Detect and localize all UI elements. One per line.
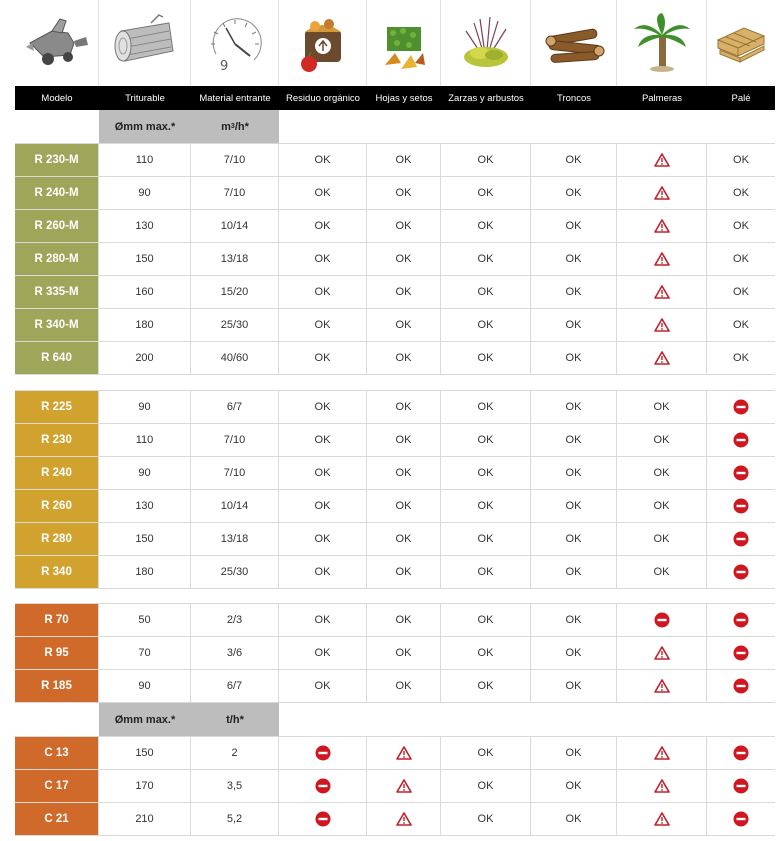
no-entry-icon	[733, 678, 749, 694]
hojas-y-setos-cell: OK	[367, 637, 441, 669]
material-entrante-cell: 7/10	[191, 144, 279, 176]
troncos-cell: OK	[531, 770, 617, 802]
warning-icon	[654, 285, 670, 299]
palmeras-cell: OK	[617, 490, 707, 522]
troncos-cell: OK	[531, 670, 617, 702]
model-name-cell: R 230-M	[15, 144, 99, 176]
hedge-leaves-icon	[367, 0, 441, 86]
triturable-cell: 150	[99, 243, 191, 275]
residuo-organico-cell: OK	[279, 637, 367, 669]
zarzas-y-arbustos-cell: OK	[441, 457, 531, 489]
palmeras-cell: OK	[617, 424, 707, 456]
residuo-organico-cell: OK	[279, 342, 367, 374]
model-name-cell: R 230	[15, 424, 99, 456]
column-header-residuo-organico: Residuo orgánico	[286, 92, 360, 104]
troncos-cell: OK	[531, 523, 617, 555]
model-name-cell: C 17	[15, 770, 99, 802]
warning-icon	[654, 351, 670, 365]
table-row	[15, 637, 775, 670]
palmeras-cell: OK	[617, 457, 707, 489]
pale-cell	[707, 637, 775, 669]
palmeras-cell	[617, 670, 707, 702]
triturable-cell: 90	[99, 177, 191, 209]
triturable-cell: 110	[99, 144, 191, 176]
pale-cell: OK	[733, 286, 749, 298]
triturable-cell: 150	[99, 737, 191, 769]
warning-icon	[654, 646, 670, 660]
material-entrante-cell: 10/14	[191, 210, 279, 242]
troncos-cell: OK	[531, 210, 617, 242]
hojas-y-setos-cell: OK	[367, 177, 441, 209]
material-entrante-cell: 15/20	[191, 276, 279, 308]
no-entry-icon	[733, 645, 749, 661]
triturable-cell: 90	[99, 457, 191, 489]
pale-cell	[707, 770, 775, 802]
palm-tree-icon	[617, 0, 707, 86]
triturable-cell: 70	[99, 637, 191, 669]
table-row	[15, 424, 775, 457]
warning-icon	[654, 318, 670, 332]
zarzas-y-arbustos-cell: OK	[441, 177, 531, 209]
triturable-cell: 150	[99, 523, 191, 555]
no-entry-icon	[654, 612, 670, 628]
no-entry-icon	[733, 612, 749, 628]
residuo-organico-cell: OK	[279, 457, 367, 489]
troncos-cell: OK	[531, 637, 617, 669]
residuo-organico-cell	[279, 737, 367, 769]
table-row	[15, 670, 775, 703]
residuo-organico-cell: OK	[279, 309, 367, 341]
model-name-cell: R 70	[15, 604, 99, 636]
pale-cell: OK	[733, 187, 749, 199]
column-header-palmeras: Palmeras	[641, 92, 683, 104]
residuo-organico-cell: OK	[279, 490, 367, 522]
hojas-y-setos-cell: OK	[367, 523, 441, 555]
pale-cell	[707, 391, 775, 423]
troncos-cell: OK	[531, 243, 617, 275]
table-row	[15, 144, 775, 177]
triturable-cell: 110	[99, 424, 191, 456]
triturable-cell: 160	[99, 276, 191, 308]
troncos-cell: OK	[531, 391, 617, 423]
palmeras-cell: OK	[617, 391, 707, 423]
material-entrante-cell: 25/30	[191, 556, 279, 588]
unit-material-sup: 3	[230, 123, 235, 130]
residuo-organico-cell: OK	[279, 556, 367, 588]
triturable-cell: 170	[99, 770, 191, 802]
zarzas-y-arbustos-cell: OK	[441, 803, 531, 835]
warning-icon	[396, 779, 412, 793]
troncos-cell: OK	[531, 490, 617, 522]
table-row	[15, 276, 775, 309]
no-entry-icon	[315, 811, 331, 827]
no-entry-icon	[733, 399, 749, 415]
table-row	[15, 737, 775, 770]
no-entry-icon	[733, 531, 749, 547]
triturable-cell: 90	[99, 670, 191, 702]
triturable-cell: 200	[99, 342, 191, 374]
palmeras-cell	[617, 737, 707, 769]
unit-material-entrante	[191, 110, 279, 143]
material-entrante-cell: 7/10	[191, 457, 279, 489]
pale-cell	[707, 737, 775, 769]
units-row-top	[15, 110, 279, 143]
hojas-y-setos-cell: OK	[367, 144, 441, 176]
warning-icon	[396, 746, 412, 760]
table-row	[15, 490, 775, 523]
model-name-cell: R 340	[15, 556, 99, 588]
pale-cell: OK	[733, 253, 749, 265]
troncos-cell: OK	[531, 737, 617, 769]
zarzas-y-arbustos-cell: OK	[441, 737, 531, 769]
hojas-y-setos-cell: OK	[367, 243, 441, 275]
troncos-cell: OK	[531, 276, 617, 308]
material-entrante-cell: 7/10	[191, 177, 279, 209]
no-entry-icon	[733, 745, 749, 761]
model-group	[15, 390, 775, 589]
residuo-organico-cell: OK	[279, 670, 367, 702]
warning-icon	[654, 812, 670, 826]
column-header-zarzas-y-arbustos: Zarzas y arbustos	[448, 92, 524, 104]
warning-icon	[396, 812, 412, 826]
troncos-cell: OK	[531, 342, 617, 374]
hojas-y-setos-cell	[367, 803, 441, 835]
zarzas-y-arbustos-cell: OK	[441, 770, 531, 802]
material-entrante-cell: 2	[191, 737, 279, 769]
palmeras-cell	[617, 309, 707, 341]
troncos-cell: OK	[531, 177, 617, 209]
material-entrante-cell: 13/18	[191, 243, 279, 275]
palmeras-cell: OK	[617, 556, 707, 588]
warning-icon	[654, 186, 670, 200]
model-name-cell: R 260-M	[15, 210, 99, 242]
no-entry-icon	[733, 811, 749, 827]
units-spacer	[15, 110, 99, 143]
zarzas-y-arbustos-cell: OK	[441, 210, 531, 242]
table-row	[15, 803, 775, 836]
pale-cell	[707, 670, 775, 702]
table-row	[15, 177, 775, 210]
column-header-troncos: Troncos	[557, 92, 591, 104]
column-header-modelo: Modelo	[41, 92, 73, 104]
model-name-cell: R 240	[15, 457, 99, 489]
model-group	[15, 736, 775, 836]
pale-cell: OK	[733, 220, 749, 232]
unit-material-tail: /h*	[234, 120, 249, 133]
zarzas-y-arbustos-cell: OK	[441, 309, 531, 341]
pallet-icon	[707, 0, 775, 86]
warning-icon	[654, 219, 670, 233]
hojas-y-setos-cell: OK	[367, 391, 441, 423]
palmeras-cell	[617, 144, 707, 176]
troncos-cell: OK	[531, 144, 617, 176]
model-name-cell: R 340-M	[15, 309, 99, 341]
column-header-material-entrante: Material entrante	[199, 92, 271, 104]
triturable-cell: 180	[99, 309, 191, 341]
model-group	[15, 143, 775, 375]
zarzas-y-arbustos-cell: OK	[441, 604, 531, 636]
hojas-y-setos-cell	[367, 737, 441, 769]
model-name-cell: R 95	[15, 637, 99, 669]
zarzas-y-arbustos-cell: OK	[441, 424, 531, 456]
warning-icon	[654, 746, 670, 760]
palmeras-cell: OK	[617, 523, 707, 555]
zarzas-y-arbustos-cell: OK	[441, 276, 531, 308]
model-name-cell: R 185	[15, 670, 99, 702]
triturable-cell: 50	[99, 604, 191, 636]
triturable-cell: 210	[99, 803, 191, 835]
bush-icon	[441, 0, 531, 86]
pale-cell	[707, 556, 775, 588]
material-entrante-cell: 6/7	[191, 391, 279, 423]
residuo-organico-cell: OK	[279, 144, 367, 176]
residuo-organico-cell	[279, 803, 367, 835]
pale-cell	[707, 803, 775, 835]
palmeras-cell	[617, 637, 707, 669]
clock-icon	[191, 0, 279, 86]
table-row	[15, 556, 775, 589]
model-name-cell: R 280-M	[15, 243, 99, 275]
no-entry-icon	[315, 745, 331, 761]
model-name-cell: R 260	[15, 490, 99, 522]
table-row	[15, 210, 775, 243]
palmeras-cell	[617, 243, 707, 275]
pale-cell	[707, 490, 775, 522]
pale-cell	[707, 604, 775, 636]
pale-cell	[707, 523, 775, 555]
triturable-cell: 90	[99, 391, 191, 423]
no-entry-icon	[733, 432, 749, 448]
zarzas-y-arbustos-cell: OK	[441, 342, 531, 374]
model-name-cell: C 21	[15, 803, 99, 835]
palmeras-cell	[617, 210, 707, 242]
triturable-cell: 130	[99, 210, 191, 242]
material-entrante-cell: 10/14	[191, 490, 279, 522]
palmeras-cell	[617, 803, 707, 835]
unit-triturable: Ømm max.*	[99, 703, 191, 736]
hojas-y-setos-cell: OK	[367, 670, 441, 702]
zarzas-y-arbustos-cell: OK	[441, 144, 531, 176]
category-icon-row	[15, 0, 775, 86]
pale-cell	[707, 424, 775, 456]
pale-cell: OK	[733, 319, 749, 331]
no-entry-icon	[733, 498, 749, 514]
troncos-cell: OK	[531, 424, 617, 456]
residuo-organico-cell: OK	[279, 604, 367, 636]
model-name-cell: R 640	[15, 342, 99, 374]
model-group	[15, 603, 775, 703]
logs-pile-icon	[531, 0, 617, 86]
material-entrante-cell: 40/60	[191, 342, 279, 374]
model-name-cell: R 225	[15, 391, 99, 423]
column-header-triturable: Triturable	[125, 92, 165, 104]
no-entry-icon	[315, 778, 331, 794]
no-entry-icon	[733, 778, 749, 794]
warning-icon	[654, 252, 670, 266]
model-name-cell: R 240-M	[15, 177, 99, 209]
material-entrante-cell: 7/10	[191, 424, 279, 456]
residuo-organico-cell	[279, 770, 367, 802]
hojas-y-setos-cell: OK	[367, 424, 441, 456]
unit-material-base: m	[221, 120, 231, 133]
model-name-cell: R 280	[15, 523, 99, 555]
material-entrante-cell: 5,2	[191, 803, 279, 835]
hojas-y-setos-cell: OK	[367, 556, 441, 588]
material-entrante-cell: 25/30	[191, 309, 279, 341]
unit-triturable: Ømm max.*	[99, 110, 191, 143]
organic-waste-bin-icon	[279, 0, 367, 86]
warning-icon	[654, 679, 670, 693]
triturable-cell: 180	[99, 556, 191, 588]
troncos-cell: OK	[531, 604, 617, 636]
table-row	[15, 457, 775, 490]
zarzas-y-arbustos-cell: OK	[441, 556, 531, 588]
residuo-organico-cell: OK	[279, 276, 367, 308]
troncos-cell: OK	[531, 556, 617, 588]
pale-cell: OK	[733, 352, 749, 364]
zarzas-y-arbustos-cell: OK	[441, 523, 531, 555]
troncos-cell: OK	[531, 803, 617, 835]
no-entry-icon	[733, 564, 749, 580]
column-header-hojas-y-setos: Hojas y setos	[375, 92, 433, 104]
triturable-cell: 130	[99, 490, 191, 522]
warning-icon	[654, 779, 670, 793]
residuo-organico-cell: OK	[279, 177, 367, 209]
material-entrante-cell: 2/3	[191, 604, 279, 636]
table-row	[15, 391, 775, 424]
table-header-bar	[15, 86, 775, 110]
residuo-organico-cell: OK	[279, 424, 367, 456]
troncos-cell: OK	[531, 457, 617, 489]
warning-icon	[654, 153, 670, 167]
log-icon	[99, 0, 191, 86]
hojas-y-setos-cell	[367, 770, 441, 802]
units-spacer	[15, 703, 99, 736]
table-row	[15, 309, 775, 342]
pale-cell: OK	[733, 154, 749, 166]
zarzas-y-arbustos-cell: OK	[441, 490, 531, 522]
zarzas-y-arbustos-cell: OK	[441, 637, 531, 669]
no-entry-icon	[733, 465, 749, 481]
residuo-organico-cell: OK	[279, 391, 367, 423]
table-row	[15, 604, 775, 637]
units-row-bottom	[15, 703, 279, 736]
hojas-y-setos-cell: OK	[367, 342, 441, 374]
material-entrante-cell: 3/6	[191, 637, 279, 669]
material-entrante-cell: 6/7	[191, 670, 279, 702]
material-entrante-cell: 13/18	[191, 523, 279, 555]
hojas-y-setos-cell: OK	[367, 604, 441, 636]
table-row	[15, 523, 775, 556]
zarzas-y-arbustos-cell: OK	[441, 670, 531, 702]
residuo-organico-cell: OK	[279, 523, 367, 555]
model-name-cell: R 335-M	[15, 276, 99, 308]
palmeras-cell	[617, 770, 707, 802]
palmeras-cell	[617, 177, 707, 209]
palmeras-cell	[617, 342, 707, 374]
chipper-machine-icon	[15, 0, 99, 86]
table-row	[15, 243, 775, 276]
troncos-cell: OK	[531, 309, 617, 341]
zarzas-y-arbustos-cell: OK	[441, 243, 531, 275]
palmeras-cell	[617, 604, 707, 636]
pale-cell	[707, 457, 775, 489]
table-row	[15, 770, 775, 803]
unit-material-entrante: t/h*	[191, 703, 279, 736]
table-row	[15, 342, 775, 375]
residuo-organico-cell: OK	[279, 210, 367, 242]
hojas-y-setos-cell: OK	[367, 309, 441, 341]
hojas-y-setos-cell: OK	[367, 490, 441, 522]
column-header-pale: Palé	[731, 92, 751, 104]
residuo-organico-cell: OK	[279, 243, 367, 275]
hojas-y-setos-cell: OK	[367, 457, 441, 489]
model-name-cell: C 13	[15, 737, 99, 769]
hojas-y-setos-cell: OK	[367, 276, 441, 308]
zarzas-y-arbustos-cell: OK	[441, 391, 531, 423]
clock-number: 9	[219, 59, 228, 74]
hojas-y-setos-cell: OK	[367, 210, 441, 242]
palmeras-cell	[617, 276, 707, 308]
material-entrante-cell: 3,5	[191, 770, 279, 802]
